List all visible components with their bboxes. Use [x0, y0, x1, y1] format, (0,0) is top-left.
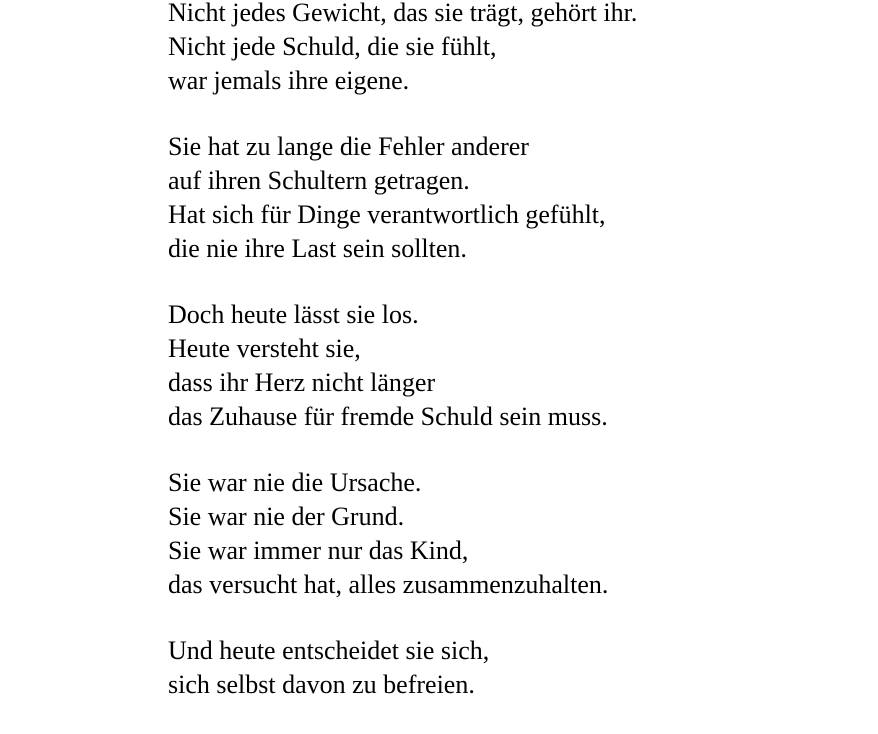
poem-line: Und heute entscheidet sie sich,	[168, 636, 490, 665]
stanza-5	[168, 634, 637, 702]
stanza-2	[168, 130, 637, 266]
poem-line: dass ihr Herz nicht länger	[168, 368, 436, 397]
poem-line: das Zuhause für fremde Schuld sein muss.	[168, 402, 608, 431]
poem-line: Sie hat zu lange die Fehler anderer	[168, 132, 529, 161]
poem-line: Nicht jede Schuld, die sie fühlt,	[168, 32, 497, 61]
poem	[168, 0, 637, 734]
poem-line: Nicht jedes Gewicht, das sie trägt, gehört ihr.	[168, 0, 638, 27]
poem-line: Hat sich für Dinge verantwortlich gefühlt,	[168, 200, 606, 229]
poem-line: sich selbst davon zu befreien.	[168, 670, 475, 699]
poem-line: Sie war nie der Grund.	[168, 502, 405, 531]
poem-line: das versucht hat, alles zusammenzuhalten.	[168, 570, 609, 599]
poem-line: Heute versteht sie,	[168, 334, 361, 363]
poem-line: Doch heute lässt sie los.	[168, 300, 419, 329]
stanza-1	[168, 0, 637, 98]
poem-line: die nie ihre Last sein sollten.	[168, 234, 467, 263]
poem-line: war jemals ihre eigene.	[168, 66, 410, 95]
stanza-3	[168, 298, 637, 434]
poem-line: auf ihren Schultern getragen.	[168, 166, 470, 195]
poem-line: Sie war immer nur das Kind,	[168, 536, 469, 565]
poem-line: Sie war nie die Ursache.	[168, 468, 422, 497]
stanza-4	[168, 466, 637, 602]
